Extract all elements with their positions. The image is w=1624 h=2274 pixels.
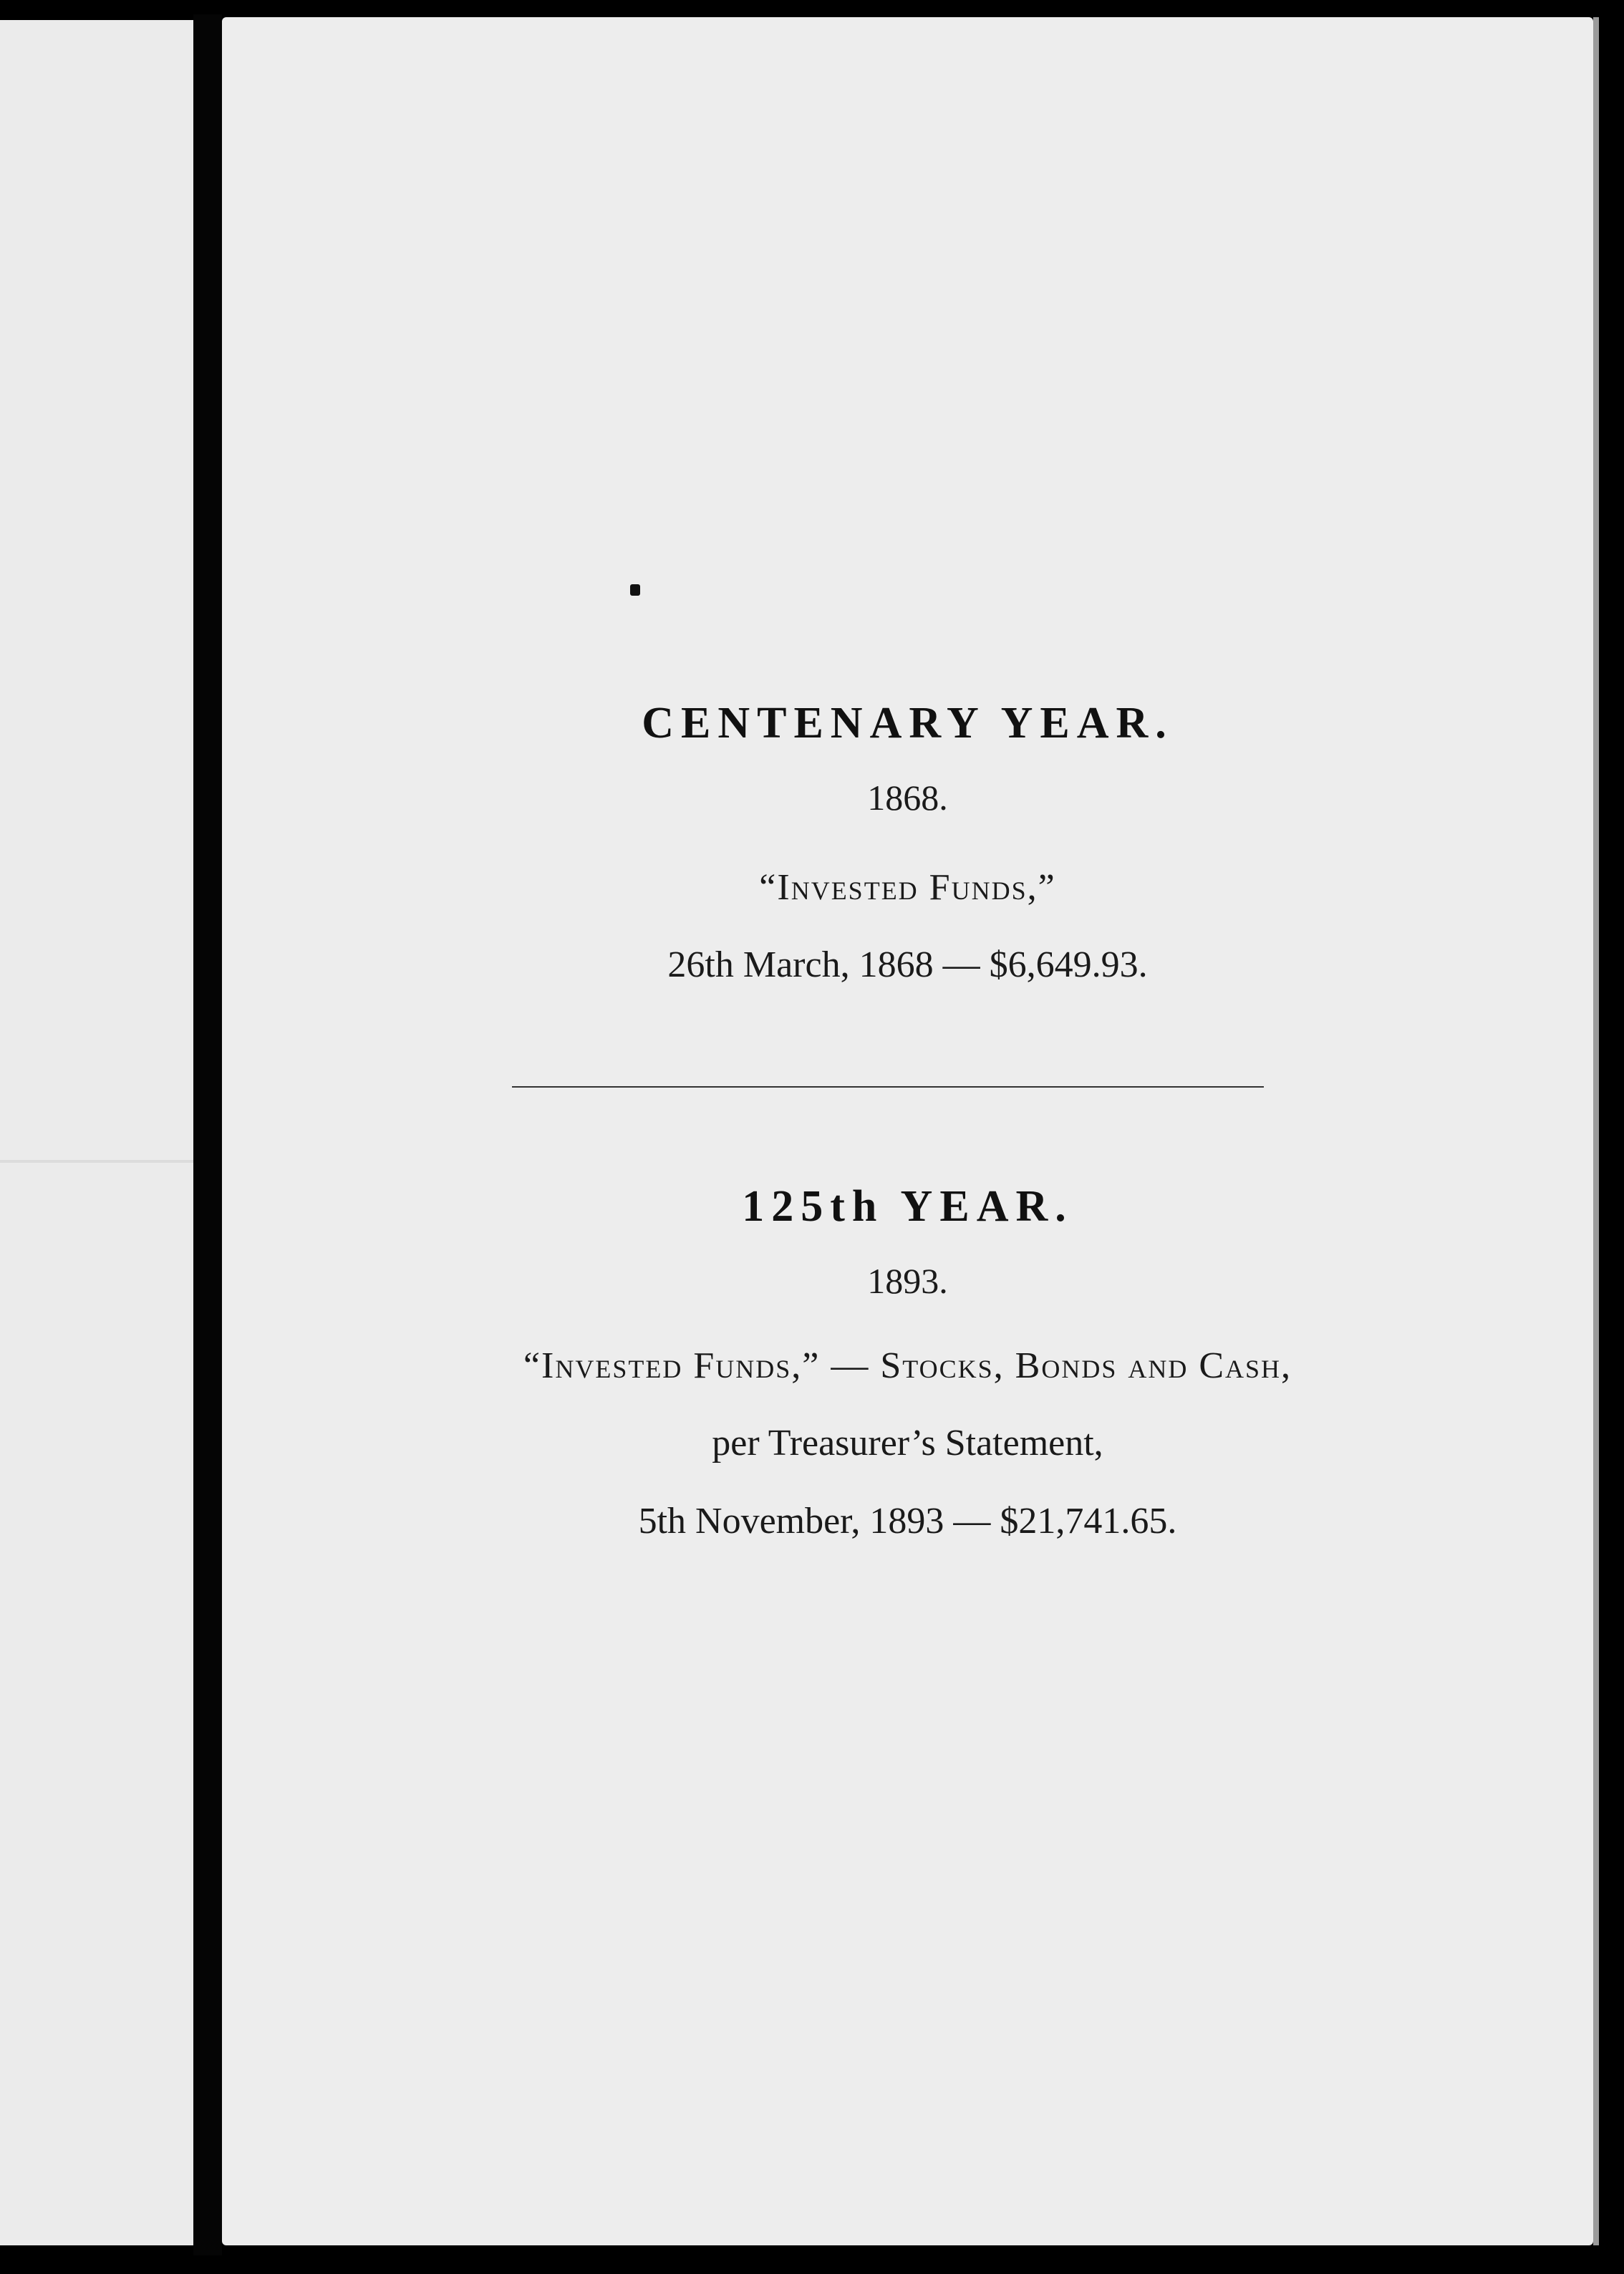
page-right-edge: [1593, 17, 1599, 2245]
left-page-fold: [0, 1160, 193, 1163]
left-page: [0, 20, 193, 2245]
anniversary-total-line: 5th November, 1893 — $21,741.65.: [638, 1501, 1177, 1542]
ink-dot: [630, 584, 640, 596]
centenary-heading: CENTENARY YEAR.: [642, 699, 1174, 747]
main-page: [222, 17, 1593, 2245]
centenary-year: 1868.: [867, 778, 948, 818]
anniversary-statement-line: per Treasurer’s Statement,: [712, 1423, 1103, 1463]
centenary-funds-label: “Invested Funds,”: [759, 867, 1056, 908]
section-divider: [512, 1086, 1264, 1088]
book-spine: [193, 14, 222, 2255]
anniversary-heading: 125th YEAR.: [742, 1182, 1073, 1231]
centenary-funds-line: 26th March, 1868 — $6,649.93.: [667, 944, 1148, 985]
anniversary-funds-text: “Invested Funds,” — Stocks, Bonds and Cash,: [523, 1345, 1292, 1386]
anniversary-year: 1893.: [867, 1261, 948, 1301]
anniversary-funds-line: [222, 1345, 1593, 1387]
